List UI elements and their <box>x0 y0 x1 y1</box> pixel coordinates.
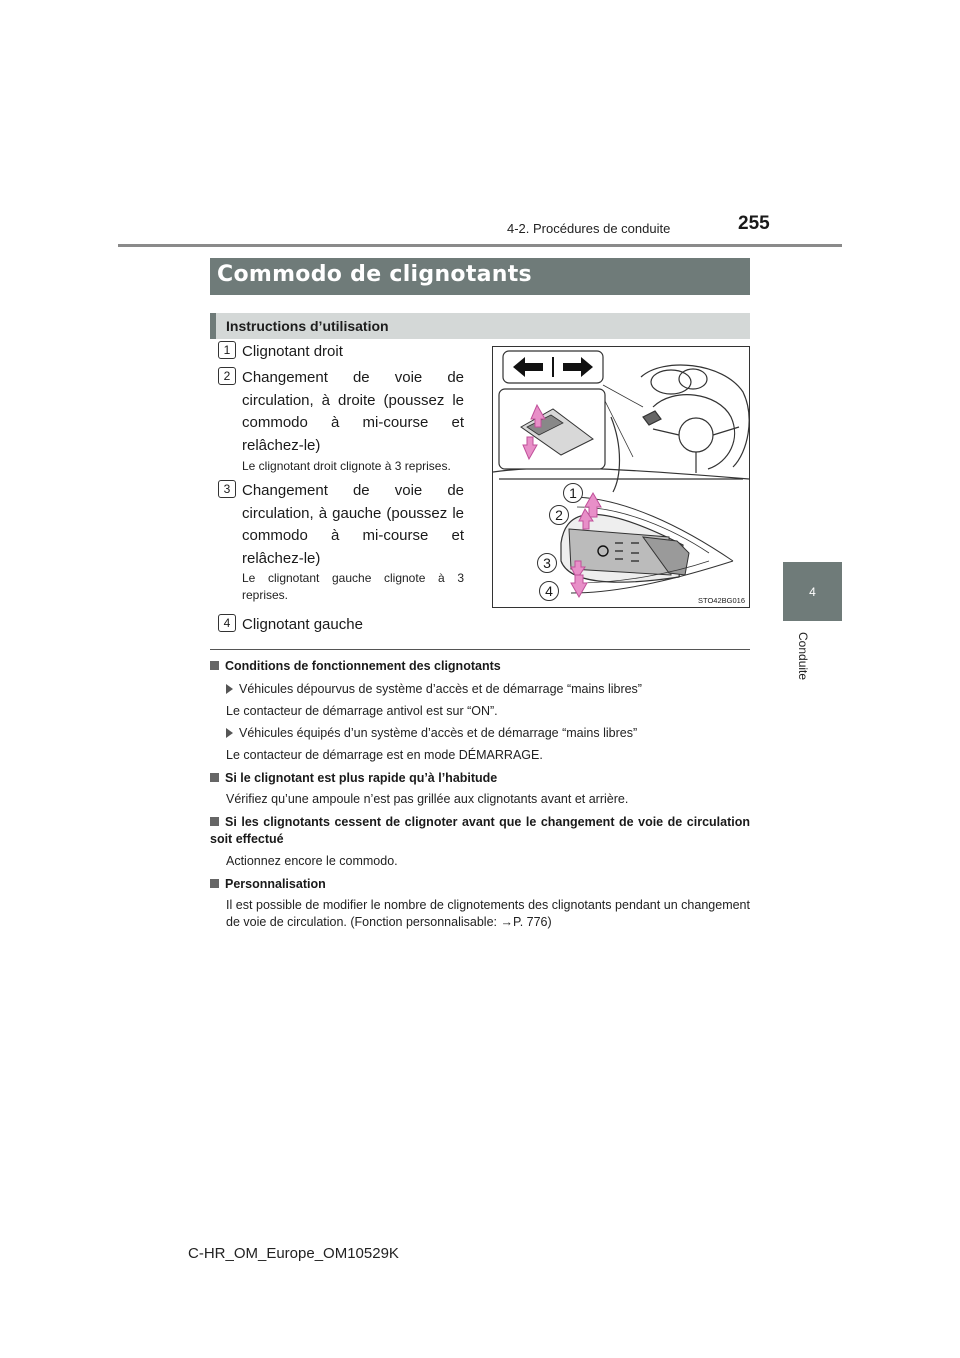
header-divider <box>118 244 842 247</box>
condition-text: Actionnez encore le commodo. <box>226 854 398 868</box>
condition-heading: Personnalisation <box>210 876 750 893</box>
page-title-banner <box>210 258 750 295</box>
item-number-badge: 4 <box>218 614 236 632</box>
document-id: C-HR_OM_Europe_OM10529K <box>188 1245 399 1262</box>
square-bullet-icon <box>210 879 219 888</box>
subtitle: Instructions d’utilisation <box>226 318 389 334</box>
condition-bullet: Véhicules équipés d’un système d’accès et de démarrage “mains libres” <box>226 725 637 742</box>
item-text: Clignotant gauche <box>242 616 363 633</box>
callout-4: 4 <box>539 581 559 601</box>
condition-text: Vérifiez qu’une ampoule n’est pas grillée aux clignotants avant et arrière. <box>226 792 629 806</box>
condition-heading: Si les clignotants cessent de clignoter avant que le changement de voie de circulation soit effectué <box>210 815 750 846</box>
large-lever-view <box>561 493 733 597</box>
callout-2: 2 <box>549 505 569 525</box>
illustration-code: STO42BG016 <box>698 596 745 605</box>
page-title: Commodo de clignotants <box>217 262 532 287</box>
chapter-tab[interactable] <box>783 562 842 621</box>
square-bullet-icon <box>210 773 219 782</box>
triangle-bullet-icon <box>226 728 233 738</box>
triangle-bullet-icon <box>226 684 233 694</box>
item-text: Clignotant droit <box>242 343 343 360</box>
condition-text: Le contacteur de démarrage antivol est sur “ON”. <box>226 704 498 718</box>
condition-bullet: Véhicules dépourvus de système d’accès et de démarrage “mains libres” <box>226 681 642 698</box>
page-number: 255 <box>738 213 770 234</box>
condition-heading: Conditions de fonctionnement des clignotants <box>210 658 750 675</box>
item-text: Changement de voie de circulation, à droite (poussez le commodo à mi-course et relâchez-le) <box>242 369 464 454</box>
section-reference: 4-2. Procédures de conduite <box>507 221 671 236</box>
item-number-badge: 3 <box>218 480 236 498</box>
section-divider <box>210 649 750 650</box>
chapter-number: 4 <box>809 584 816 599</box>
turn-signal-lever-illustration <box>492 346 750 608</box>
item-number-badge: 2 <box>218 367 236 385</box>
square-bullet-icon <box>210 817 219 826</box>
item-note: Le clignotant droit clignote à 3 reprises. <box>242 459 451 473</box>
item-note: Le clignotant gauche clignote à 3 reprises. <box>242 571 464 602</box>
item-number-badge: 1 <box>218 341 236 359</box>
condition-text: Il est possible de modifier le nombre de clignotements des clignotants pendant un changement de voie de circulation. (Fonction personnalisable: →P. 776) <box>226 898 750 929</box>
subtitle-banner <box>210 313 750 339</box>
callout-3: 3 <box>537 553 557 573</box>
square-bullet-icon <box>210 661 219 670</box>
small-lever-inset <box>499 389 605 469</box>
item-text: Changement de voie de circulation, à gauche (poussez le commodo à mi-course et relâchez-le) <box>242 482 464 567</box>
condition-heading: Si le clignotant est plus rapide qu’à l’habitude <box>210 770 750 787</box>
chapter-label: Conduite <box>796 632 810 681</box>
lever-drawing <box>493 347 749 607</box>
callout-1: 1 <box>563 483 583 503</box>
indicator-arrows-inset <box>503 351 603 383</box>
condition-text: Le contacteur de démarrage est en mode DÉMARRAGE. <box>226 748 543 762</box>
